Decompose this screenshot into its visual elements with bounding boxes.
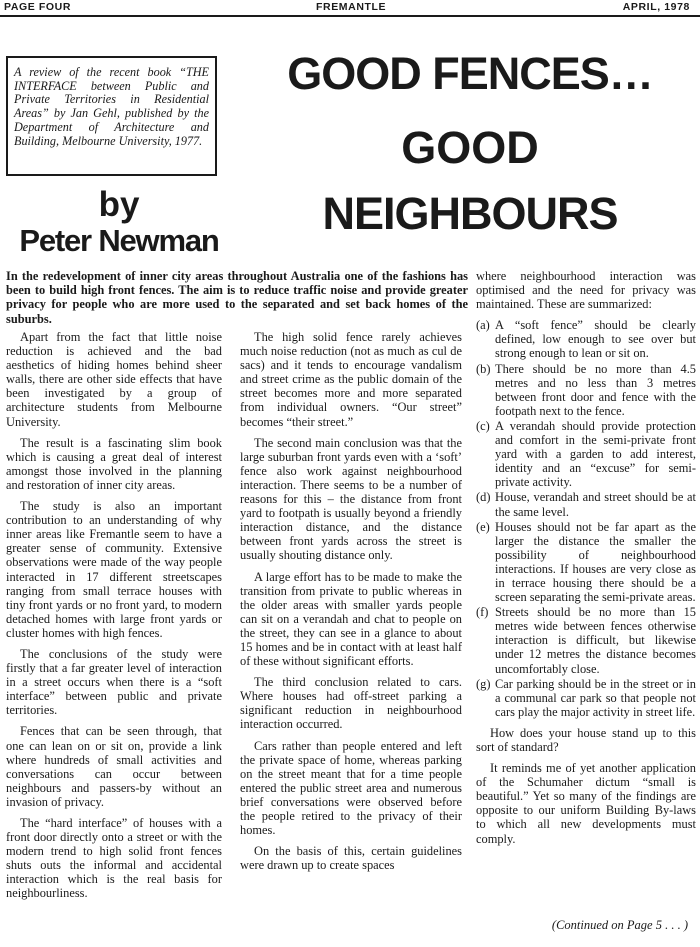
headline-line-1: GOOD FENCES… bbox=[287, 48, 653, 99]
paragraph: Apart from the fact that little noise reduction is achieved and the bad aesthetics of hiding homes behind sheer walls, there are other side effects that have been investigated by a group of architecture students from Melbourne University. bbox=[6, 330, 222, 429]
item-marker: (a) bbox=[476, 318, 490, 333]
item-marker: (b) bbox=[476, 361, 491, 376]
item-text: House, verandah and street should be at the same level. bbox=[495, 490, 696, 519]
item-text: Streets should be no more than 15 metres wide between fences otherwise interaction is difficult, but likewise under 12 metres the distance becomes uncomfortably close. bbox=[495, 605, 696, 676]
headline-line-3: NEIGHBOURS bbox=[322, 188, 618, 239]
paragraph: On the basis of this, certain guidelines were drawn up to create spaces bbox=[240, 844, 462, 873]
item-text: Car parking should be in the street or in a communal car park so that people not cars play the major activity in street life. bbox=[495, 676, 696, 719]
item-marker: (e) bbox=[476, 519, 490, 534]
paragraph: Cars rather than people entered and left the private space of home, whereas parking on the street meant that for a time people entered the public street area and numerous brief conversations were observed before the people retired to the privacy of their homes. bbox=[240, 738, 462, 838]
byline-author: Peter Newman bbox=[19, 223, 219, 258]
paragraph: The result is a fascinating slim book which is causing a great deal of interest amongst those involved in the planning and restoration of inner city areas. bbox=[6, 435, 222, 492]
review-box: A review of the recent book “THE INTERFACE between Public and Private Territories in Residential Areas” by Jan Gehl, published by the Department of Architecture and Building, Melbourne University, 1977. bbox=[6, 56, 217, 176]
item-marker: (f) bbox=[476, 605, 489, 620]
paragraph: How does your house stand up to this sort of standard? bbox=[476, 725, 696, 754]
issue-date: APRIL, 1978 bbox=[622, 1, 690, 13]
item-marker: (g) bbox=[476, 676, 491, 691]
headline-line-2: GOOD bbox=[401, 122, 539, 173]
guideline-item bbox=[476, 605, 696, 675]
page-number-label: PAGE FOUR bbox=[4, 1, 72, 13]
paragraph: Fences that can be seen through, that one can lean on or sit on, provide a link where hundreds of small activities and conversations can occur between neighbours and passers-by without an invasion of privacy. bbox=[6, 724, 222, 809]
paragraph: The conclusions of the study were firstly that a far greater level of interaction in a street occurs when there is a “soft interface” between public and private territories. bbox=[6, 646, 222, 718]
publication-name: FREMANTLE bbox=[316, 1, 387, 13]
guideline-item bbox=[476, 419, 696, 489]
guideline-item bbox=[476, 677, 696, 719]
paragraph: The high solid fence rarely achieves much noise reduction (not as much as cul de sacs) and it tends to encourage vandalism and street crime as the public domain of the street becomes more and more separated from individual owners. “Our street” becomes “their street.” bbox=[240, 330, 462, 429]
paragraph: It reminds me of yet another application of the Schumaher dictum “small is beautiful.” Yet so many of the findings are opposite to our uniform Building By-laws to which all new developments must comply. bbox=[476, 761, 696, 846]
paragraph: The study is also an important contribution to an understanding of why inner areas like Fremantle seem to have a greater sense of community. Extensive observations were made of the way people interacted in 17 different streetscapes ranging from small terrace houses with tiny front yards or no front yard, to modern detached homes with large front yards or cluster homes with high fences. bbox=[6, 499, 222, 640]
paragraph: The “hard interface” of houses with a front door directly onto a street or with the modern trend to high solid front fences shuts outs the informal and accidental interaction which is the real basis for neighbourliness. bbox=[6, 816, 222, 901]
paragraph: The second main conclusion was that the large suburban front yards even with a ‘soft’ fence also work against neighbourhood interaction. There seems to be a number of reasons for this – the distance from front yard to footpath is usually beyond a friendly interaction distance, and the distance between front yards across the street is usually shouting distance only. bbox=[240, 435, 462, 563]
item-text: Houses should not be far apart as the larger the distance the smaller the possibility of neighbourhood interactions. If houses are very close as in terrace housing there should be a screen separating the semi-private areas. bbox=[495, 519, 696, 605]
item-text: A verandah should provide protection and comfort in the semi-private front yard with a garden to add interest, identity and an “excuse” for semi-private activity. bbox=[495, 418, 696, 490]
header-rule bbox=[0, 15, 700, 17]
guideline-item bbox=[476, 520, 696, 605]
article-column-3 bbox=[476, 269, 696, 853]
paragraph: A large effort has to be made to make the transition from private to public whereas in the older areas with smaller yards people can sit on a verandah and chat to people on the street, they can see in a glance to about 15 homes and be in contact with at least half of these without significant efforts. bbox=[240, 569, 462, 669]
paragraph: The third conclusion related to cars. Where houses had off-street parking a significant reduction in neighbourhood interaction occurred. bbox=[240, 675, 462, 732]
article-column-1 bbox=[6, 330, 222, 908]
byline-by: by bbox=[98, 185, 140, 224]
article-column-2 bbox=[240, 330, 462, 879]
item-text: A “soft fence” should be clearly defined, low enough to see over but strong enough to lean or sit on. bbox=[495, 318, 696, 361]
guideline-item bbox=[476, 362, 696, 418]
standfirst-paragraph: In the redevelopment of inner city areas throughout Australia one of the fashions has been to build high front fences. The aim is to reduce traffic noise and provide greater privacy for people who are more used to the separated and set back homes of the suburbs. bbox=[6, 269, 468, 326]
guideline-item bbox=[476, 490, 696, 518]
item-marker: (c) bbox=[476, 418, 490, 433]
continued-note: (Continued on Page 5 . . . ) bbox=[551, 918, 688, 932]
item-marker: (d) bbox=[476, 490, 491, 505]
item-text: There should be no more than 4.5 metres and no less than 3 metres between front door and fence with the footpath next to the fence. bbox=[495, 361, 696, 418]
guideline-item bbox=[476, 318, 696, 360]
paragraph: where neighbourhood interaction was optimised and the need for privacy was maintained. These are summarized: bbox=[476, 269, 696, 312]
